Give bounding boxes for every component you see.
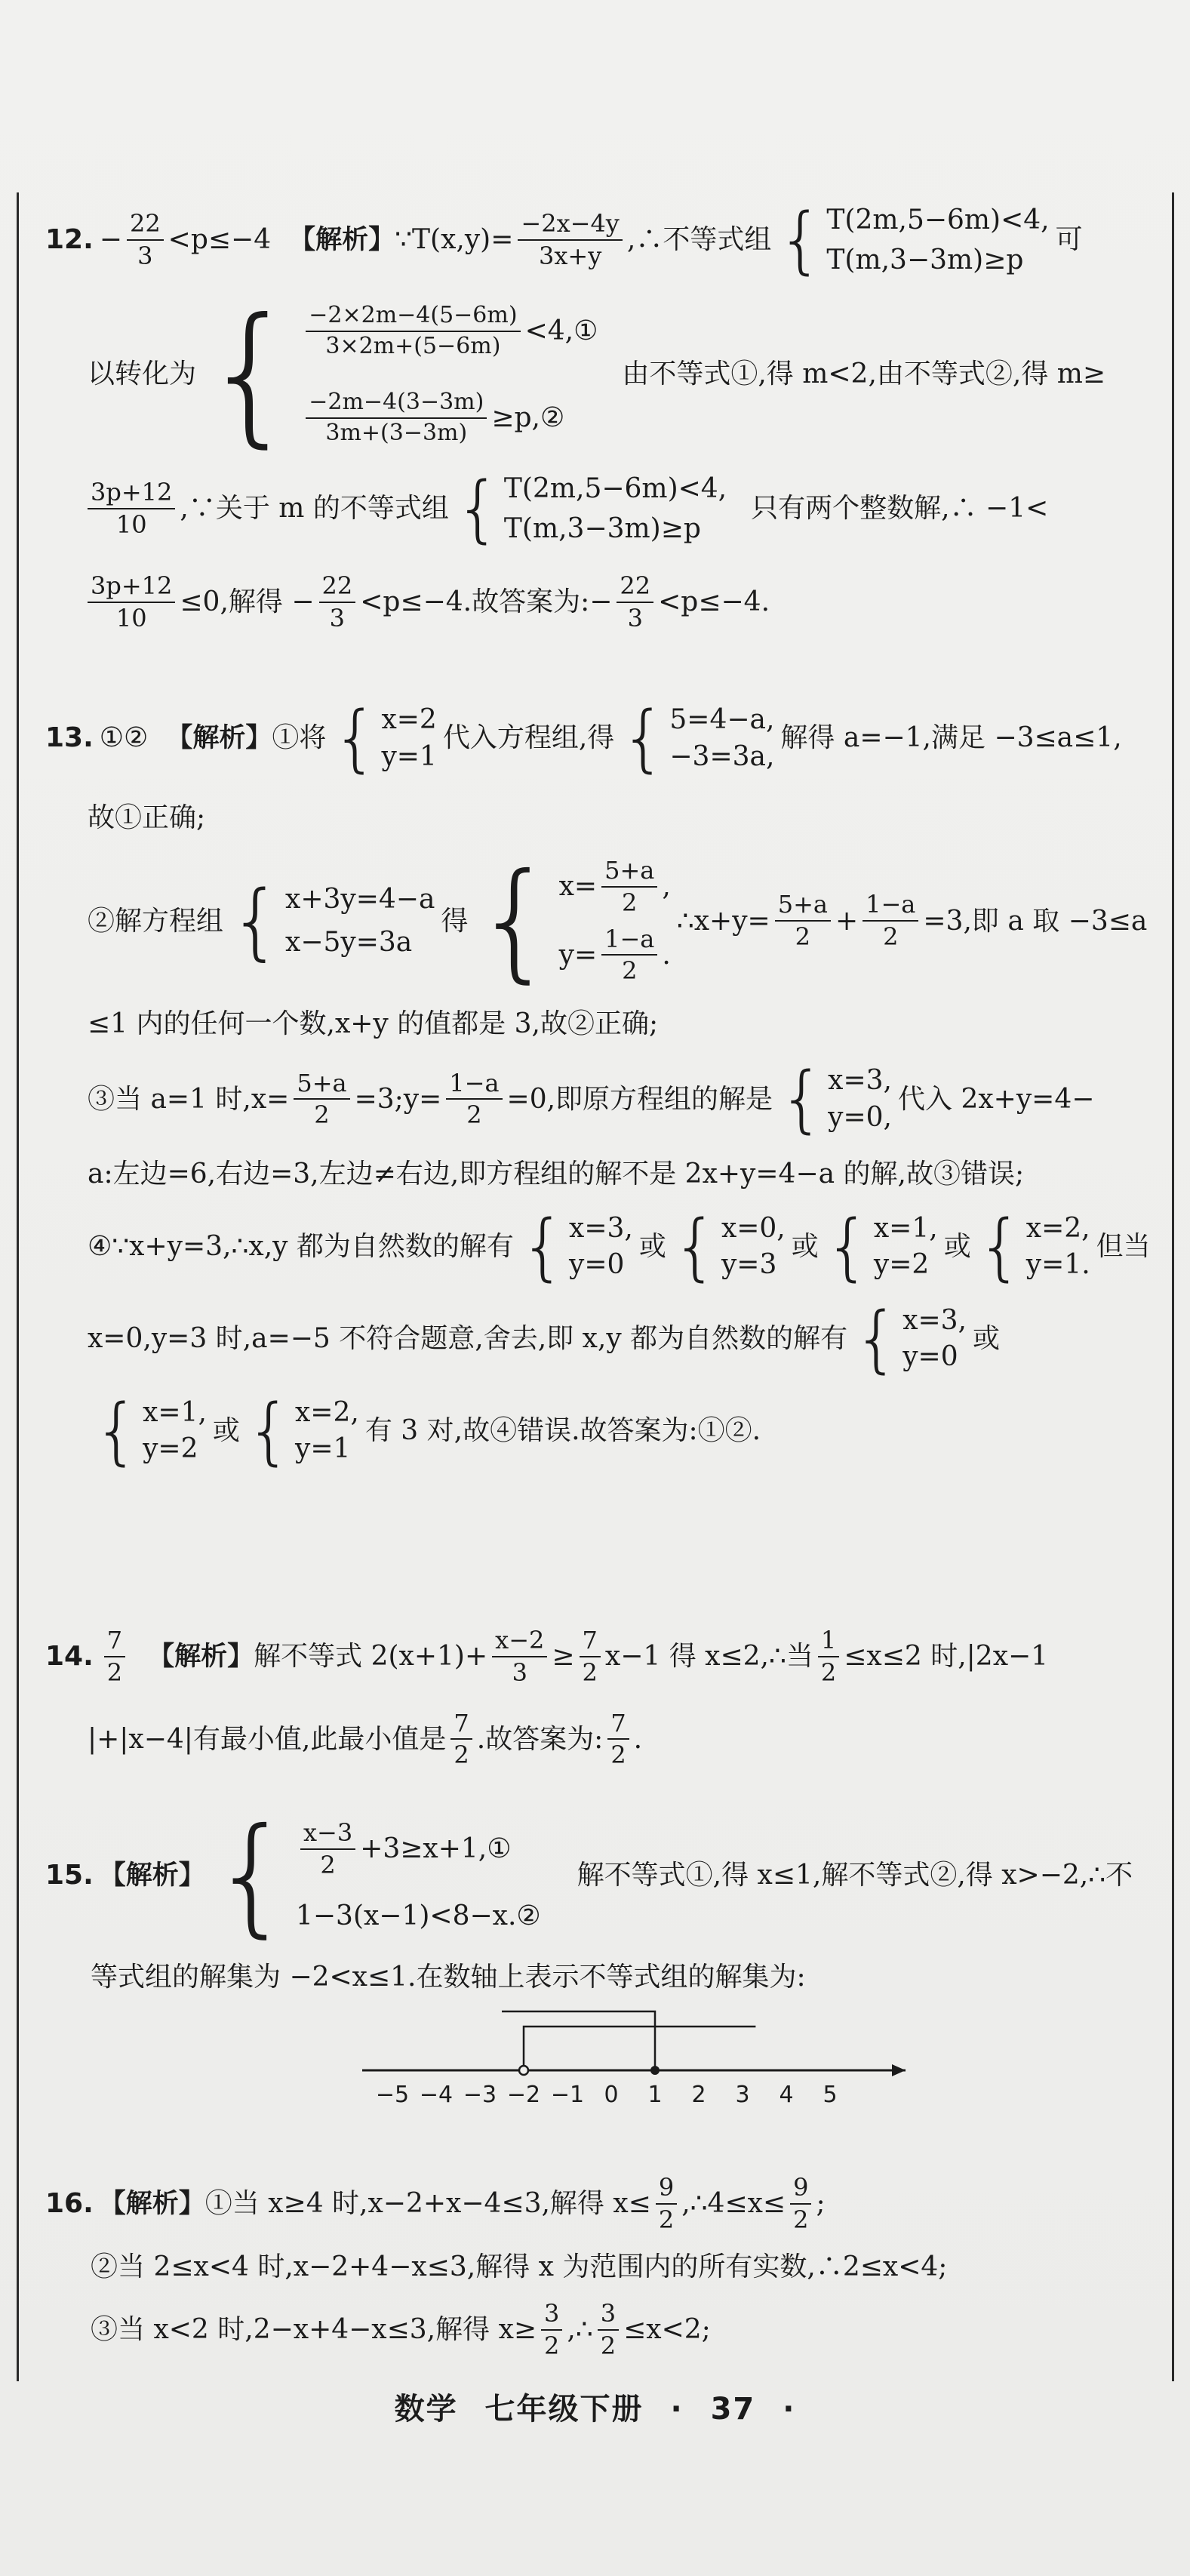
tick-label: 2 xyxy=(691,2082,706,2109)
q14-analysis-tag: 【解析】 xyxy=(148,1641,254,1672)
frac-denominator: 10 xyxy=(115,603,147,632)
q13-text: 故①正确; xyxy=(88,802,206,833)
frac-denominator: 3 xyxy=(329,603,346,632)
q16-line1 xyxy=(45,2174,1152,2234)
q13-line6 xyxy=(88,1158,1152,1190)
q16-text: ②当 2≤x<4 时,x−2+4−x≤3,解得 x 为范围内的所有实数,∴2≤x<4; xyxy=(91,2251,948,2282)
footer-subject: 数学 xyxy=(394,2392,458,2427)
frac-numerator: 3 xyxy=(541,2300,562,2331)
frac-numerator: 3 xyxy=(598,2300,619,2331)
q15-line2 xyxy=(91,1961,1152,1993)
q13 xyxy=(45,696,1152,1473)
q14-text: . xyxy=(633,1723,643,1755)
q15-number-line xyxy=(347,2004,921,2117)
frac-denominator: 2 xyxy=(793,2205,809,2234)
q13-line8: x=0,y=3 时,a=−5 不符合题意,舍去,即 x,y 都为自然数的解有 { x=3, y=0 或 xyxy=(88,1296,1001,1381)
q12-text: 由不等式①,得 m<2,由不等式②,得 m≥ xyxy=(622,359,1106,390)
q13-text: 解得 a=−1,满足 −3≤a≤1, xyxy=(780,722,1122,754)
frac-denominator: 3x+y xyxy=(538,242,602,270)
q12-system-2: { T(2m,5−6m)<4, T(m,3−3m)≥p xyxy=(454,466,727,551)
q13-line1 xyxy=(45,696,1152,780)
q12-frac xyxy=(88,479,175,539)
footer-dot: · xyxy=(670,2392,684,2427)
frac-numerator: 7 xyxy=(450,1710,472,1740)
q13-text: =3,即 a 取 −3≤a xyxy=(923,905,1148,937)
tick-label: −1 xyxy=(550,2082,585,2109)
q16-text: ,∴ xyxy=(567,2313,593,2345)
q13-solution-system: { x= $\frac{5+a}{2}$ , y= $\frac{1-a}{2}$ . xyxy=(474,846,671,996)
q13-text: + xyxy=(835,905,859,937)
q13-text: =3;y= xyxy=(354,1083,442,1115)
frac-denominator: 2 xyxy=(582,1657,598,1687)
system-line: y=1 xyxy=(381,740,437,772)
q13-text: 或 xyxy=(973,1322,1001,1354)
system-line-tail: ≥p,② xyxy=(491,402,565,433)
tick-label: 1 xyxy=(647,2082,663,2109)
right-rule xyxy=(1172,192,1174,2381)
system-line-prefix: y= xyxy=(558,939,598,971)
q13-analysis-tag: 【解析】 xyxy=(166,723,272,753)
frac-denominator: 2 xyxy=(622,956,638,986)
page-footer xyxy=(0,2385,1190,2428)
q15-system: { $\frac{x-3}{2}$ +3≥x+1,① 1−3(x−1)<8−x.② xyxy=(211,1801,541,1950)
q13-text: 或 xyxy=(791,1230,819,1262)
q14-text: |+|x−4|有最小值,此最小值是 xyxy=(88,1723,447,1755)
q14-text: .故答案为: xyxy=(476,1723,604,1755)
q16-analysis-tag: 【解析】 xyxy=(99,2188,205,2219)
q16-text: ③当 x<2 时,2−x+4−x≤3,解得 x≥ xyxy=(91,2313,537,2345)
q14-text: 解不等式 2(x+1)+ xyxy=(254,1641,488,1673)
frac-numerator: 1−a xyxy=(863,891,918,922)
q15 xyxy=(45,1801,1152,2117)
frac-denominator: 3×2m+(5−6m) xyxy=(325,332,501,359)
q13-line7: ④∵x+y=3,∴x,y 都为自然数的解有 { x=3, y=0 或 { x=0, y=3 或 { x=1, y=2 或 { x=2, y=1. 但当 xyxy=(88,1204,1151,1289)
q12-line4 xyxy=(45,572,1152,632)
frac-denominator: 2 xyxy=(320,1850,336,1879)
frac-numerator: 3p+12 xyxy=(88,572,175,603)
frac-numerator: −2×2m−4(5−6m) xyxy=(306,303,520,332)
system-line: 1−3(x−1)<8−x.② xyxy=(295,1900,541,1931)
frac-numerator: 9 xyxy=(790,2174,811,2205)
q13-text: ③当 a=1 时,x= xyxy=(88,1083,290,1115)
q12-text: 以转化为 xyxy=(88,359,197,390)
q13-text: 代入 2x+y=4− xyxy=(898,1083,1095,1115)
q13-line9: { x=1, y=2 或 { x=2, y=1 有 3 对,故④错误.故答案为:①②. xyxy=(94,1388,761,1473)
closed-point xyxy=(650,2066,660,2075)
system-line: x=3, xyxy=(902,1304,967,1336)
frac-denominator: 2 xyxy=(658,2205,675,2234)
q13-line2 xyxy=(88,802,1152,834)
q14-text: ≥ xyxy=(552,1641,575,1673)
system-line-tail: +3≥x+1,① xyxy=(360,1833,512,1865)
q12-text: ≤0,解得 − xyxy=(180,586,315,618)
q13-text: 或 xyxy=(212,1414,240,1446)
q13-text: 但当 xyxy=(1096,1230,1151,1262)
q12-text: <p≤−4. xyxy=(658,586,770,618)
q13-text: 代入方程组,得 xyxy=(442,722,615,754)
frac-denominator: 2 xyxy=(622,888,638,917)
q12-line1 xyxy=(45,198,1152,282)
solution-bracket-gt-neg2 xyxy=(524,2027,755,2070)
q12-analysis-tag: 【解析】 xyxy=(289,225,395,255)
q12-text: 只有两个整数解,∴ −1< xyxy=(751,493,1049,525)
frac-denominator: 2 xyxy=(466,1100,482,1130)
q15-text: 等式组的解集为 −2<x≤1.在数轴上表示不等式组的解集为: xyxy=(91,1962,806,1993)
tick-label: 3 xyxy=(735,2082,750,2109)
tick-label: −4 xyxy=(419,2082,454,2109)
q13-system: { 5=4−a, −3=3a, xyxy=(620,696,775,780)
q16-text: ≤x<2; xyxy=(623,2313,711,2345)
q15-text: 解不等式①,得 x≤1,解不等式②,得 x>−2,∴不 xyxy=(577,1860,1133,1891)
q12-text: ,∵关于 m 的不等式组 xyxy=(180,493,449,525)
tick-label: −2 xyxy=(506,2082,541,2109)
q16-line2 xyxy=(91,2251,1152,2283)
frac-denominator: 2 xyxy=(454,1740,469,1770)
q16-text: ; xyxy=(816,2188,826,2220)
system-line: y=1 xyxy=(295,1433,351,1465)
q13-line4 xyxy=(88,1008,1152,1040)
system-line: x=2, xyxy=(1025,1212,1090,1244)
frac-denominator: 2 xyxy=(795,922,810,952)
left-rule xyxy=(17,192,19,2381)
q12-text: ,∴不等式组 xyxy=(626,224,772,256)
q13-text: ≤1 内的任何一个数,x+y 的值都是 3,故②正确; xyxy=(88,1008,659,1040)
q14-number: 14. xyxy=(45,1641,94,1673)
system-line: −3=3a, xyxy=(669,740,775,772)
q12-T-frac xyxy=(518,210,622,270)
system-line: x+3y=4−a xyxy=(285,884,435,916)
system-line-prefix: x= xyxy=(558,871,598,903)
tick-label: 5 xyxy=(823,2082,838,2109)
q12-frac xyxy=(319,572,356,632)
system-line: T(2m,5−6m)<4, xyxy=(503,473,727,504)
q13-line3 xyxy=(88,846,1152,996)
system-line: x=1, xyxy=(143,1396,207,1428)
system-line: y=0 xyxy=(902,1341,958,1373)
system-line: y=2 xyxy=(143,1433,198,1465)
system-line-tail: <4,① xyxy=(524,315,598,346)
system-line: T(2m,5−6m)<4, xyxy=(826,205,1050,235)
frac-numerator: 7 xyxy=(580,1627,601,1657)
system-line: 5=4−a, xyxy=(669,704,775,735)
q12 xyxy=(45,198,1152,632)
frac-numerator: 9 xyxy=(656,2174,677,2205)
tick-label: −3 xyxy=(463,2082,497,2109)
q12-text: 可 xyxy=(1055,224,1083,256)
system-line: x−5y=3a xyxy=(285,927,413,958)
frac-denominator: 2 xyxy=(820,1657,837,1687)
q13-text: 或 xyxy=(638,1230,666,1262)
frac-denominator: 2 xyxy=(883,922,899,952)
page-number: 37 xyxy=(710,2392,756,2427)
q12-frac xyxy=(88,572,175,632)
q13-line5 xyxy=(88,1057,1152,1142)
q15-analysis-tag: 【解析】 xyxy=(99,1860,205,1891)
q13-answer: ①② xyxy=(99,722,149,754)
q15-line1 xyxy=(45,1801,1152,1950)
q13-text: 或 xyxy=(943,1230,971,1262)
q12-transformed-system: { $\frac{-2\times 2m-4(5-6m)}{3\times 2m+(5-6m)}$ <4,① $\frac{-2m-4(3-3m)}{3m+(3-3m)}$ ≥p,② xyxy=(202,286,598,462)
tick-label: −5 xyxy=(375,2082,410,2109)
frac-numerator: 7 xyxy=(104,1627,125,1657)
q16-text: ①当 x≥4 时,x−2+x−4≤3,解得 x≤ xyxy=(204,2188,651,2220)
q14-text: ≤x≤2 时,|2x−1 xyxy=(844,1641,1049,1673)
system-line: x=2, xyxy=(295,1396,359,1428)
footer-dot: · xyxy=(783,2392,796,2427)
frac-numerator: 5+a xyxy=(601,857,657,888)
q14 xyxy=(45,1627,1152,1769)
system-line: T(m,3−3m)≥p xyxy=(826,244,1024,275)
q12-answer-tail: <p≤−4 xyxy=(168,224,272,256)
q12-text: <p≤−4.故答案为:− xyxy=(360,586,613,618)
q16-number: 16. xyxy=(45,2188,94,2220)
frac-denominator: 10 xyxy=(115,510,147,539)
q16 xyxy=(45,2174,1152,2359)
system-line: x=1, xyxy=(873,1212,938,1244)
system-line-tail: , xyxy=(662,871,671,903)
footer-grade: 七年级下册 xyxy=(484,2392,644,2427)
frac-denominator: 3m+(3−3m) xyxy=(325,419,468,446)
system-line: y=3 xyxy=(721,1249,777,1281)
q15-number: 15. xyxy=(45,1860,94,1891)
q12-number: 12. xyxy=(45,224,94,256)
q13-text: ①将 xyxy=(272,722,327,754)
frac-denominator: 2 xyxy=(314,1100,330,1130)
system-line: x=3, xyxy=(569,1212,633,1244)
system-line-tail: . xyxy=(662,939,671,971)
frac-denominator: 2 xyxy=(610,1740,626,1770)
system-line: y=1. xyxy=(1025,1249,1090,1281)
q13-system: { x=2 y=1 xyxy=(332,696,437,780)
frac-numerator: 3p+12 xyxy=(88,479,175,509)
q13-system: { x+3y=4−a x−5y=3a xyxy=(229,873,435,970)
frac-numerator: 1−a xyxy=(446,1069,502,1100)
frac-numerator: 22 xyxy=(319,572,356,603)
q12-frac xyxy=(617,572,653,632)
q13-system: { x=3, y=0, xyxy=(779,1057,892,1142)
frac-numerator: −2x−4y xyxy=(518,210,622,241)
frac-numerator: x−3 xyxy=(300,1819,355,1850)
tick-label: 4 xyxy=(779,2082,794,2109)
solution-bracket-le-1 xyxy=(502,2011,655,2070)
q13-text: =0,即原方程组的解是 xyxy=(506,1083,773,1115)
open-point xyxy=(519,2066,528,2075)
frac-numerator: 5+a xyxy=(775,891,831,922)
frac-numerator: 1−a xyxy=(601,925,657,956)
q13-text: ④∵x+y=3,∴x,y 都为自然数的解有 xyxy=(88,1230,514,1262)
frac-numerator: 22 xyxy=(617,572,653,603)
q14-text: x−1 得 x≤2,∴当 xyxy=(604,1641,813,1673)
q13-text: ②解方程组 xyxy=(88,905,224,937)
q13-text: 得 xyxy=(441,905,469,937)
q12-answer-frac xyxy=(127,210,164,270)
frac-numerator: −2m−4(3−3m) xyxy=(306,389,487,419)
system-line: y=0 xyxy=(569,1249,625,1281)
q12-answer-sign: − xyxy=(99,224,122,256)
system-line: x=0, xyxy=(721,1212,786,1244)
q13-text: 有 3 对,故④错误.故答案为:①②. xyxy=(364,1414,761,1446)
frac-denominator: 3 xyxy=(627,603,643,632)
frac-numerator: 22 xyxy=(127,210,164,241)
q12-system: { T(2m,5−6m)<4, T(m,3−3m)≥p xyxy=(777,198,1050,282)
frac-denominator: 2 xyxy=(600,2331,617,2360)
q14-line1 xyxy=(45,1627,1152,1687)
system-line: y=2 xyxy=(873,1249,930,1281)
q16-line3 xyxy=(91,2300,1152,2360)
frac-denominator: 2 xyxy=(106,1657,123,1687)
q13-text: ∴x+y= xyxy=(676,905,770,937)
frac-denominator: 2 xyxy=(544,2331,560,2360)
system-line: x=3, xyxy=(828,1065,892,1097)
tick-label: 0 xyxy=(604,2082,619,2109)
arrow-icon xyxy=(892,2064,906,2076)
frac-numerator: 5+a xyxy=(294,1069,349,1100)
frac-denominator: 3 xyxy=(137,242,153,270)
system-line: T(m,3−3m)≥p xyxy=(503,512,701,544)
q12-line3 xyxy=(45,466,1152,551)
system-line: y=0, xyxy=(828,1102,892,1134)
q14-line2 xyxy=(88,1710,1152,1770)
q13-number: 13. xyxy=(45,722,94,754)
system-line: x=2 xyxy=(381,704,437,735)
q16-text: ,∴4≤x≤ xyxy=(681,2188,786,2220)
frac-numerator: 1 xyxy=(818,1627,839,1657)
q12-line2 xyxy=(45,286,1152,462)
frac-numerator: 7 xyxy=(607,1710,629,1740)
q13-text: a:左边=6,右边=3,左边≠右边,即方程组的解不是 2x+y=4−a 的解,故③错误; xyxy=(88,1159,1025,1190)
frac-denominator: 3 xyxy=(512,1657,527,1687)
q12-text: ∵T(x,y)= xyxy=(395,224,514,256)
q13-text: x=0,y=3 时,a=−5 不符合题意,舍去,即 x,y 都为自然数的解有 xyxy=(88,1322,848,1354)
frac-numerator: x−2 xyxy=(492,1627,547,1657)
